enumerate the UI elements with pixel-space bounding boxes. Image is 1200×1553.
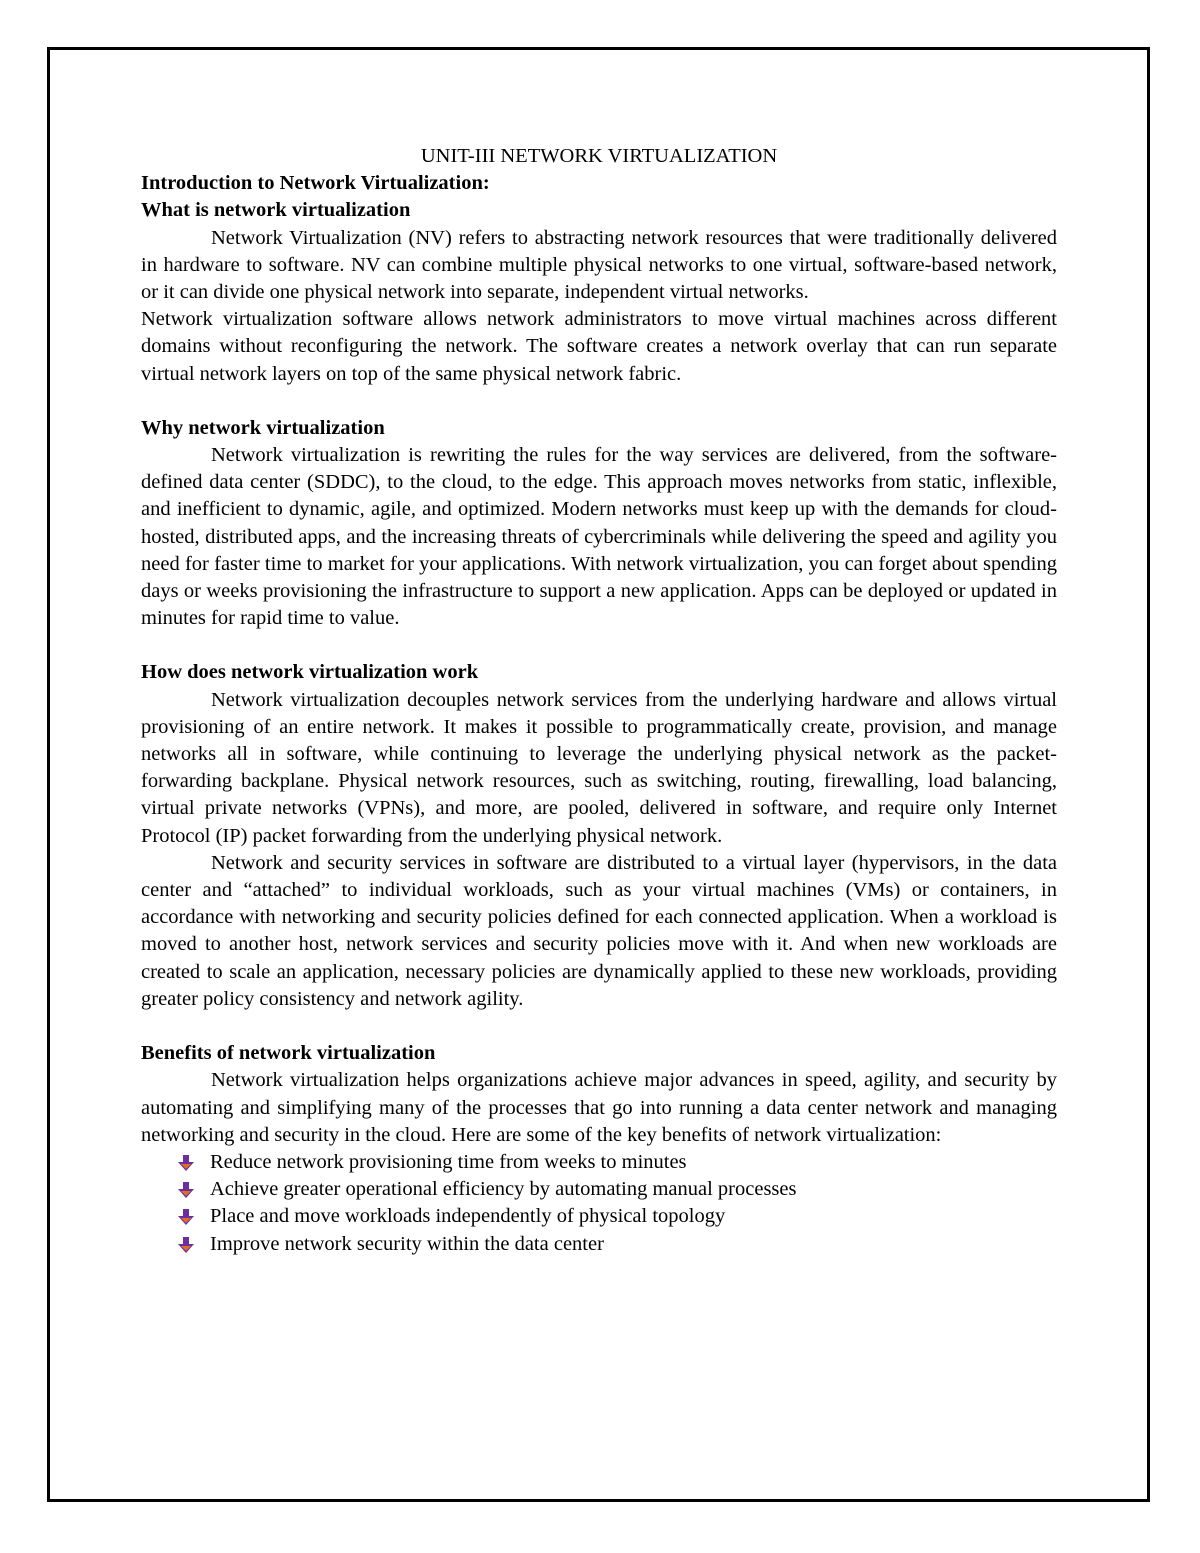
paragraph: Network virtualization decouples network services from the underlying hardware and allows virtual provisioning of an entire network. It makes it possible to programmatically create, provision, and manage networks all in software, while continuing to leverage the underlying physical network as the packet-forwarding backplane. Physical network resources, such as switching, routing, firewalling, load balancing, virtual private networks (VPNs), and more, are pooled, delivered in software, and require only Internet Protocol (IP) packet forwarding from the underlying physical network.	[141, 688, 1057, 847]
list-item-text: Place and move workloads independently of physical topology	[210, 1205, 726, 1228]
spacer	[141, 1013, 1057, 1040]
list-item-text: Reduce network provisioning time from weeks to minutes	[210, 1150, 687, 1173]
paragraph: Network Virtualization (NV) refers to abstracting network resources that were traditionally delivered in hardware to software. NV can combine multiple physical networks to one virtual, software-based network, or it can divide one physical network into separate, independent virtual networks.	[141, 226, 1057, 304]
paragraph: Network virtualization software allows network administrators to move virtual machines across different domains without reconfiguring the network. The software creates a network overlay that can run separate virtual network layers on top of the same physical network fabric.	[141, 308, 1057, 385]
list-item	[174, 1203, 1057, 1230]
list-item	[174, 1149, 1057, 1176]
down-arrow-icon	[177, 1208, 195, 1226]
list-item	[174, 1176, 1057, 1203]
down-arrow-icon	[177, 1236, 195, 1254]
list-item	[174, 1231, 1057, 1258]
spacer	[141, 632, 1057, 659]
document-body	[141, 143, 1057, 1258]
section-heading-benefits: Benefits of network virtualization	[141, 1042, 436, 1065]
list-item-text: Achieve greater operational efficiency by automating manual processes	[210, 1178, 797, 1201]
paragraph: Network and security services in software are distributed to a virtual layer (hypervisors, in the data center and “attached” to individual workloads, such as your virtual machines (VMs) or containers, in accordance with networking and security policies defined for each connected application. When a workload is moved to another host, network services and security policies move with it. And when new workloads are created to scale an application, necessary policies are dynamically applied to these new workloads, providing greater policy consistency and network agility.	[141, 851, 1057, 1010]
section-heading-why: Why network virtualization	[141, 416, 385, 439]
section-heading-how: How does network virtualization work	[141, 661, 479, 684]
list-item-text: Improve network security within the data center	[210, 1232, 604, 1255]
intro-heading: Introduction to Network Virtualization:	[141, 172, 490, 195]
paragraph: Network virtualization is rewriting the rules for the way services are delivered, from the software-defined data center (SDDC), to the cloud, to the edge. This approach moves networks from static, inflexible, and inefficient to dynamic, agile, and optimized. Modern networks must keep up with the demands for cloud-hosted, distributed apps, and the increasing threats of cybercriminals while delivering the speed and agility you need for faster time to market for your applications. With network virtualization, you can forget about spending days or weeks provisioning the infrastructure to support a new application. Apps can be deployed or updated in minutes for rapid time to value.	[141, 444, 1057, 630]
down-arrow-icon	[177, 1181, 195, 1199]
section-heading-what: What is network virtualization	[141, 199, 411, 222]
document-title: UNIT-III NETWORK VIRTUALIZATION	[420, 145, 778, 167]
benefits-list	[141, 1149, 1057, 1258]
paragraph: Network virtualization helps organizations achieve major advances in speed, agility, and security by automating and simplifying many of the processes that go into running a data center network and managing networking and security in the cloud. Here are some of the key benefits of network virtualization:	[141, 1069, 1057, 1146]
down-arrow-icon	[177, 1154, 195, 1172]
spacer	[141, 388, 1057, 415]
